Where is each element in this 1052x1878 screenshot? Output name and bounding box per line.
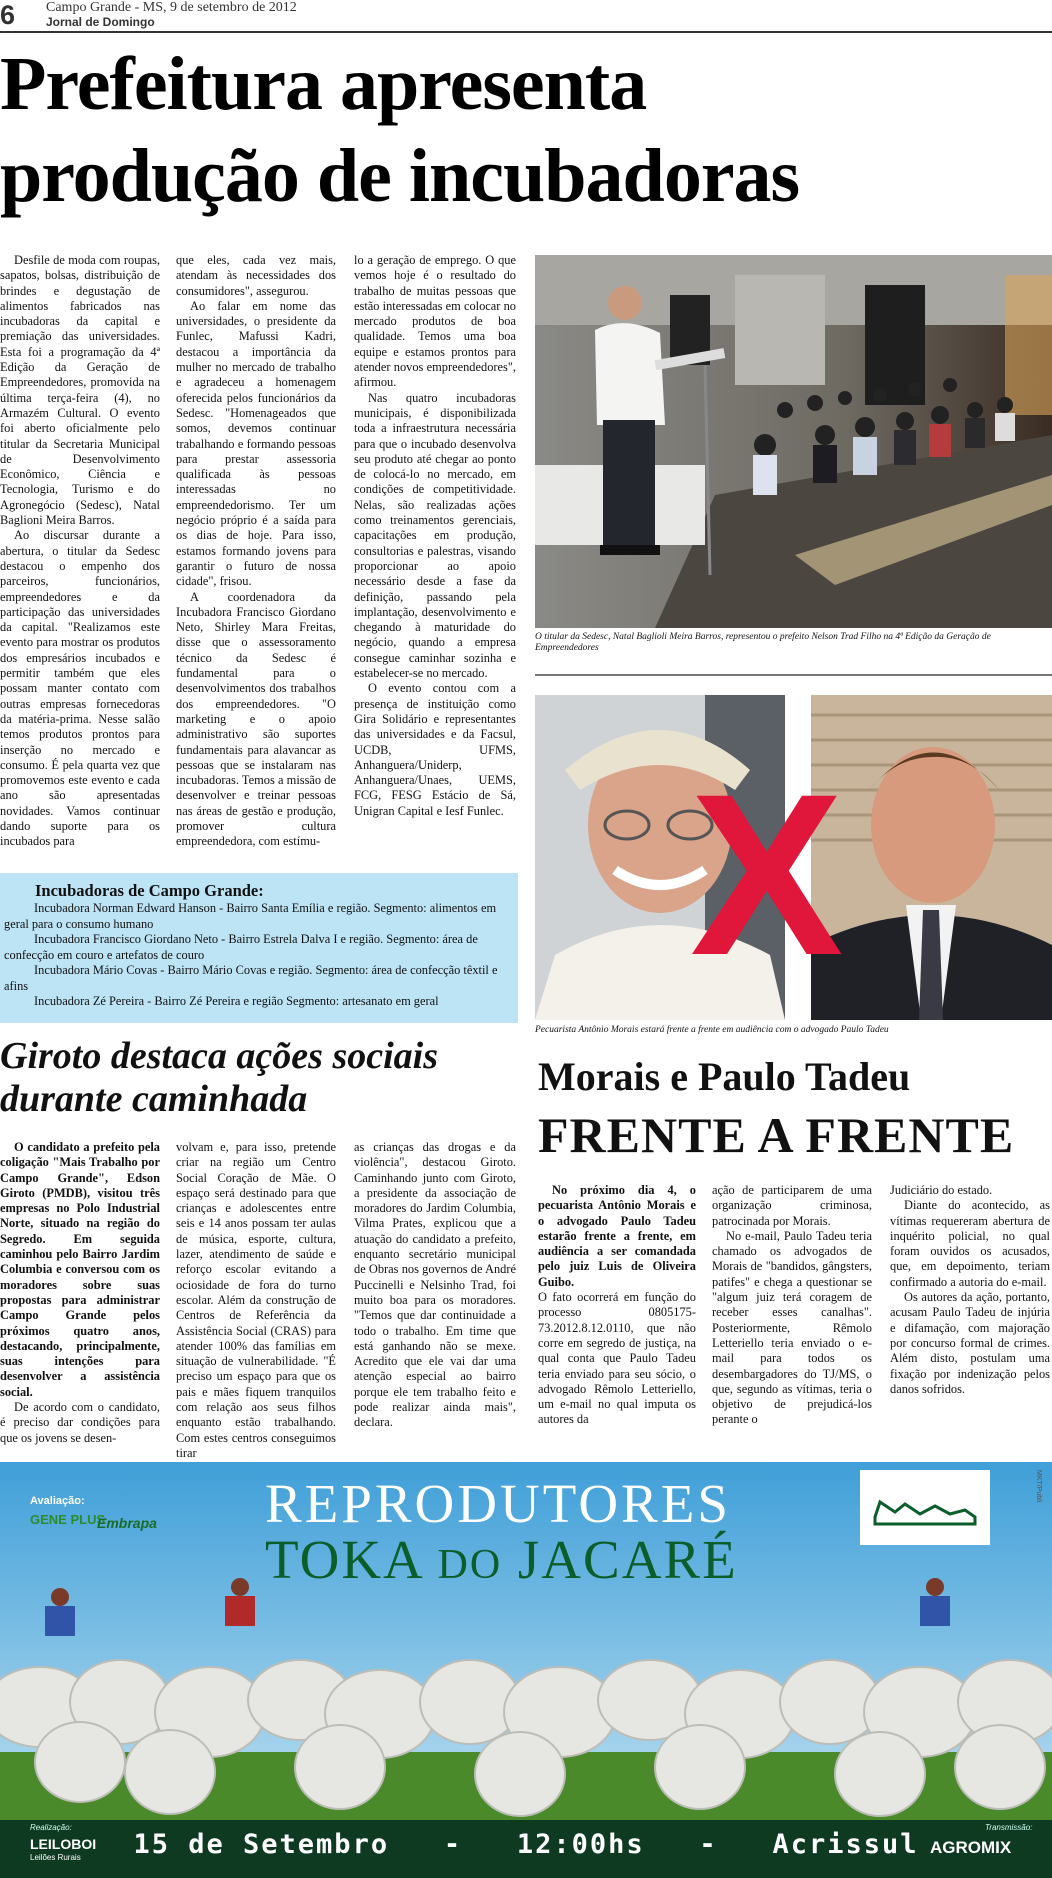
- infobox-list: [4, 901, 504, 1010]
- paragraph: No próximo dia 4, o pecuarista Antônio Morais e o advogado Paulo Tadeu estarão frente a frente, em audiência a ser comandada pelo juiz Luis de Oliveira Guibo.: [538, 1183, 696, 1289]
- article1-headline: [0, 38, 1000, 222]
- event-photo-image: [535, 255, 1052, 628]
- embrapa-logo: Embrapa: [97, 1515, 157, 1531]
- ad-title-do: DO: [437, 1542, 503, 1588]
- article3-column-2: [712, 1183, 872, 1428]
- paragraph: que eles, cada vez mais, atendam às necessidades dos consumidores", assegurou.: [176, 253, 336, 298]
- article1-column-1: [0, 253, 160, 850]
- list-item: Incubadora Norman Edward Hanson - Bairro Santa Emília e região. Segmento: alimentos em geral para o consumo humano: [4, 901, 497, 931]
- page-number: 6: [0, 0, 16, 30]
- morais-photo-caption: Pecuarista Antônio Morais estará frente a frente em audiência com o advogado Paulo Tadeu: [535, 1025, 889, 1035]
- article1-column-2: [176, 253, 336, 850]
- dateline: Campo Grande - MS, 9 de setembro de 2012: [46, 0, 297, 15]
- paper-name: Jornal de Domingo: [46, 15, 155, 29]
- paragraph: Ao falar em nome das universidades, o presidente da Funlec, Mafussi Kadri, destacou a importância da mulher no mercado de trabalho e agradeceu a homenagem oferecida pelos funcionários da Sedesc. "Homenageados que somos, devemos continuar trabalhando e formando pessoas para prestar assessoria qualificada às pessoas interessadas no empreendedorismo. Ter um negócio próprio é a saída para os dias de hoje. Para isso, estamos formando jovens para garantir o futuro de nossa cidade", frisou.: [176, 298, 336, 589]
- list-item: Incubadora Mário Covas - Bairro Mário Covas e região. Segmento: área de confecção têxtil e afins: [4, 963, 498, 993]
- paragraph: O candidato a prefeito pela coligação "Mais Trabalho por Campo Grande", Edson Giroto (PMDB), visitou três empresas no Polo Industrial Norte, situado na região do Segredo. Em seguida caminhou pelo Bairro Jardim Columbia e conversou com os moradores sobre suas propostas para administrar Campo Grande pelos próximos quatro anos, destacando, principalmente, suas intenções para desenvolver a assistência social.: [0, 1140, 160, 1399]
- paulo-tadeu-photo-image: [811, 695, 1052, 1020]
- paragraph: Judiciário do estado.: [890, 1183, 993, 1197]
- article2-column-2: [176, 1140, 336, 1461]
- paragraph: O fato ocorrerá em função do processo 0805175-73.2012.8.12.0110, que não corre em segredo de justiça, na qual conta que Paulo Tadeu teria enviado para seu sócio, o advogado Rêmolo Letteriello, um e-mail no qual imputa os autores da: [538, 1290, 696, 1427]
- event-photo: [535, 255, 1052, 628]
- ad-evaluation-label: Avaliação:: [30, 1495, 85, 1507]
- section-rule: [535, 674, 1052, 676]
- article3-column-1: [538, 1183, 696, 1428]
- ad-title-line-2: [265, 1528, 738, 1591]
- incubadoras-infobox: [0, 873, 518, 1023]
- header-rule: [0, 31, 1052, 33]
- realizacao-label: Realização:: [30, 1823, 72, 1832]
- agromix-logo: AGROMIX: [930, 1838, 1012, 1857]
- ad-bottom-text: 15 de Setembro - 12:00hs - Acrissul: [133, 1829, 919, 1860]
- article3-headline-line-1: Morais e Paulo Tadeu: [538, 1054, 911, 1099]
- headline-line-1: Prefeitura apresenta: [0, 42, 647, 126]
- leiloboi-logo: LEILOBOI: [30, 1836, 97, 1852]
- paragraph: No e-mail, Paulo Tadeu teria chamado os advogados de Morais de "bandidos, gângsters, patifes" e chega a questionar se "algum juiz terá coragem de receber esses canalhas". Posteriormente, Rêmolo Letteriello teria enviado o e-mail para todos os desembargadores do TJ/MS, o que, segundo as vítimas, teria o objetivo de prejudicá-los perante o: [712, 1228, 872, 1427]
- article2-column-3: [354, 1140, 516, 1431]
- gene-plus-logo: GENE PLUS: [30, 1512, 106, 1527]
- paragraph: as crianças das drogas e da violência", destacou Giroto. Caminhando junto com Giroto, a presidente da associação de moradores do Jardim Columbia, Vilma Prates, explicou que a atuação do candidato a prefeito, enquanto secretário municipal de Obras nos governos de André Puccinelli e Nelsinho Trad, foi muito boa para os moradores. "Temos que dar continuidade a todo o trabalho. Em time que está ganhando não se mexe. Acredito que ele vai dar uma atenção especial ao bairro porque ele tem trabalho feito e pode realizar ainda mais", declara.: [354, 1140, 516, 1430]
- article2-headline: Giroto destaca ações sociais durante caminhada: [0, 1035, 439, 1120]
- list-item: Incubadora Zé Pereira - Bairro Zé Pereira e região Segmento: artesanato em geral: [34, 994, 439, 1008]
- paragraph: lo a geração de emprego. O que vemos hoje é o resultado do trabalho de muitas pessoas que estão interessadas em colocar no mercado produtos de boa qualidade. Temos uma boa equipe e estamos prontos para atender novos empreendedores", afirmou.: [354, 253, 516, 390]
- ad-title-jacare: JACARÉ: [517, 1529, 738, 1590]
- paragraph: Desfile de moda com roupas, sapatos, bolsas, distribuição de brindes e degustação de alimentos fabricados nas incubadoras da capital e premiação das universidades. Esta foi a programação da 4ª Edição da Geração de Empreendedores, promovida na última terça-feira (4), no Armazém Cultural. O evento foi aberto oficialmente pelo titular da Secretaria Municipal de Desenvolvimento Econômico, Ciência e Tecnologia, Turismo e do Agronegócio (Sedesc), Natal Baglioni Meira Barros.: [0, 253, 160, 528]
- infobox-title: Incubadoras de Campo Grande:: [35, 881, 264, 900]
- paragraph: Ao discursar durante a abertura, o titular da Sedesc destacou o empenho dos parceiros, funcionários, empreendedores e da participação das universidades da capital. "Realizamos este evento para mostrar os produtos dos empresários incubados e permitir também que eles possam manter contato com outras empresas fornecedoras da matéria-prima. Nesse salão temos produtos prontos para inserção no mercado e consumo. É pela quarta vez que promovemos este evento e cada ano são apresentadas novidades. Vamos continuar dando suporte para os incubados para: [0, 528, 160, 849]
- paulo-tadeu-photo: [811, 695, 1052, 1020]
- paragraph: Diante do acontecido, as vítimas requereram abertura de inquérito policial, no qual foram ouvidos os acusados, que, em depoimento, teriam confirmado a autoria do e-mail.: [890, 1198, 1050, 1289]
- ad-side-credit: MKT/Publi: [1035, 1470, 1042, 1503]
- ad-title-line-1: REPRODUTORES: [265, 1473, 731, 1534]
- leiloboi-subtitle: Leilões Rurais: [30, 1853, 81, 1862]
- event-photo-caption: O titular da Sedesc, Natal Baglioli Meira Barros, representou o prefeito Nelson Trad Filho na 4ª Edição da Geração de Empreendedores: [535, 632, 991, 653]
- headline-line-2: produção de incubadoras: [0, 134, 800, 218]
- paragraph: Os autores da ação, portanto, acusam Paulo Tadeu de injúria e difamação, com majoração por concurso formal de crimes. Além disto, postulam uma fixação por indenização pelos danos sofridos.: [890, 1290, 1050, 1396]
- paragraph: De acordo com o candidato, é preciso dar condições para que os jovens se desen-: [0, 1400, 160, 1445]
- paragraph: volvam e, para isso, pretende criar na região um Centro Social Coração de Mãe. O espaço será destinado para que crianças e adolescentes entre seis e 14 anos possam ter aulas de música, esporte, cultura, lazer, atendimento de saúde e reforço escolar evitando a ociosidade de fora do turno escolar. Além da construção de Centros de Referência da Assistência Social (CRAS) para atender 100% das famílias em situação de vulnerabilidade. "É preciso um espaço para que os pais e mães fiquem tranquilos com relação aos seus filhos enquanto estão trabalhando. Com estes centros conseguimos tirar: [176, 1140, 336, 1460]
- list-item: Incubadora Francisco Giordano Neto - Bairro Estrela Dalva I e região. Segmento: área de confecção em couro e artefatos de couro: [4, 932, 478, 962]
- article3-headline-line-2: FRENTE A FRENTE: [538, 1107, 1015, 1163]
- paragraph: O evento contou com a presença de instituição como Gira Solidário e representantes das universidades e da Facsul, UCDB, UFMS, Anhanguera/Uniderp, Anhanguera/Unaes, UEMS, FCG, FESG Estácio de Sá, Unigran Capital e Iesf Funlec.: [354, 681, 516, 818]
- paragraph: A coordenadora da Incubadora Francisco Giordano Neto, Shirley Mara Freitas, disse que o assessoramento técnico da Sedesc é fundamental para o desenvolvimentos dos trabalhos dos empreendedores. "O marketing e o apoio administrativo são suportes fundamentais para alavancar as pessoas que se instalaram nas incubadoras. Temos a missão de desenvolver e treinar pessoas nas áreas de gestão e produção, promover cultura empreendedora, com estímu-: [176, 589, 336, 849]
- ad-title-toka: TOKA: [265, 1529, 422, 1590]
- article2-column-1: [0, 1140, 160, 1446]
- article1-column-3: [354, 253, 516, 819]
- paragraph: Nas quatro incubadoras municipais, é disponibilizada toda a infraestrutura necessária para que o incubado desenvolva seu produto até chegar ao ponto de colocá-lo no mercado, em condições de competitividade. Nelas, são realizadas ações como treinamentos gerenciais, capacitações em produção, consultorias e palestras, visando proporcionar ao apoio necessário desde a fase da definição, passando pela implantação, desenvolvimento e chegando à maturidade do negócio, quando a empresa consegue caminhar sozinha e estabelecer-se no mercado.: [354, 390, 516, 681]
- paragraph: ação de participarem de uma organização criminosa, patrocinada por Morais.: [712, 1183, 872, 1228]
- article3-column-3: [890, 1183, 1050, 1397]
- versus-x-mark: X: [690, 746, 844, 1003]
- transmissao-label: Transmissão:: [985, 1823, 1033, 1832]
